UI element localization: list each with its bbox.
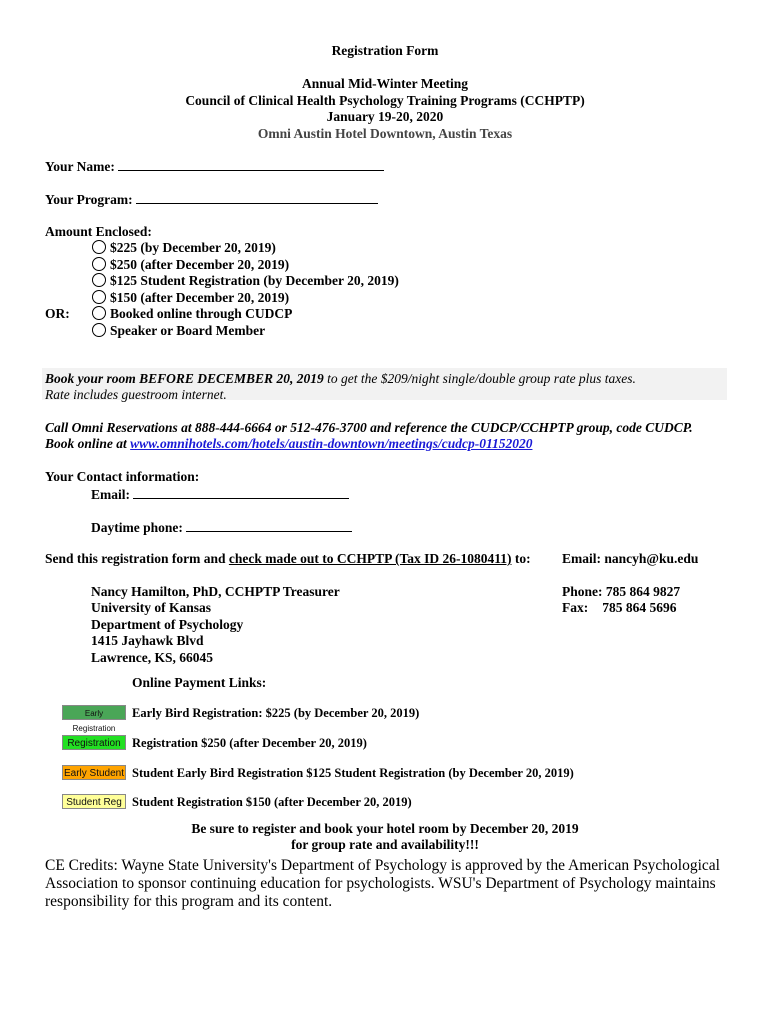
fax-label: Fax:: [562, 600, 589, 615]
email-label: Email:: [91, 487, 130, 502]
amount-option-label: Booked online through CUDCP: [110, 306, 293, 321]
name-field: [45, 158, 384, 175]
early-registration-button[interactable]: Early Registration: [62, 705, 126, 720]
ce-credits: CE Credits: Wayne State University's Department of Psychology is approved by the American Psychological Association to sponsor continuing education for psychologists. WSU's Department of Psychology maintains responsibility for this program and its content.: [45, 857, 720, 910]
address-line: 1415 Jayhawk Blvd: [91, 633, 204, 648]
name-label: Your Name:: [45, 159, 115, 174]
meeting-title: Annual Mid-Winter Meeting: [301, 76, 468, 91]
address-line: Lawrence, KS, 66045: [91, 650, 213, 665]
payment-heading: Online Payment Links:: [132, 675, 267, 690]
call-reservations: Call Omni Reservations at 888-444-6664 or 512-476-3700 and reference the CUDCP/CCHPTP group, code CUDCP.: [45, 420, 693, 435]
payment-link-text: Student Registration $150 (after December 20, 2019): [132, 795, 412, 809]
address-line: Nancy Hamilton, PhD, CCHPTP Treasurer: [91, 584, 340, 599]
email-field: [91, 486, 349, 503]
book-online-line: [45, 436, 532, 452]
payment-link-text: Early Bird Registration: $225 (by December 20, 2019): [132, 706, 420, 720]
student-reg-button[interactable]: Student Reg: [62, 794, 126, 809]
amount-option-label: $150 (after December 20, 2019): [110, 290, 290, 305]
check-payee: check made out to CCHPTP (Tax ID 26-1080411): [228, 551, 512, 566]
treasurer-email: Email: nancyh@ku.edu: [562, 551, 699, 566]
phone-field: [91, 519, 352, 536]
amount-option-label: Speaker or Board Member: [110, 323, 266, 338]
phone-label: Daytime phone:: [91, 520, 183, 535]
radio-icon[interactable]: [92, 290, 106, 304]
address-line: Department of Psychology: [91, 617, 244, 632]
amount-option-label: $125 Student Registration (by December 20, 2019): [110, 273, 399, 288]
send-suffix: to:: [511, 551, 531, 566]
hotel-book-deadline: Book your room BEFORE DECEMBER 20, 2019: [45, 371, 324, 386]
email-input-line[interactable]: [133, 486, 349, 499]
radio-icon[interactable]: [92, 240, 106, 254]
hotel-book-rate: to get the $209/night single/double group rate plus taxes.: [323, 371, 636, 386]
radio-icon[interactable]: [92, 323, 106, 337]
amount-label: Amount Enclosed:: [45, 224, 152, 239]
amount-option-225[interactable]: [92, 240, 276, 256]
program-label: Your Program:: [45, 192, 133, 207]
program-field: [45, 191, 378, 208]
amount-option-label: $250 (after December 20, 2019): [110, 257, 290, 272]
reminder-line-1: Be sure to register and book your hotel room by December 20, 2019: [191, 821, 579, 836]
amount-option-label: $225 (by December 20, 2019): [110, 240, 276, 255]
amount-option-cudcp[interactable]: [92, 306, 292, 322]
send-instructions: [45, 551, 531, 567]
reminder-line-2: for group rate and availability!!!: [291, 837, 479, 852]
or-label: OR:: [45, 306, 70, 321]
amount-option-125-student[interactable]: [92, 273, 399, 289]
hotel-internet-note: Rate includes guestroom internet.: [45, 387, 227, 402]
address-line: University of Kansas: [91, 600, 212, 615]
payment-link-text: Registration $250 (after December 20, 2019): [132, 736, 367, 750]
radio-icon[interactable]: [92, 306, 106, 320]
early-student-button[interactable]: Early Student: [62, 765, 126, 780]
phone-input-line[interactable]: [186, 519, 352, 532]
program-input-line[interactable]: [136, 191, 378, 204]
fax-number: 785 864 5696: [602, 600, 677, 615]
radio-icon[interactable]: [92, 273, 106, 287]
hotel-booking-link[interactable]: www.omnihotels.com/hotels/austin-downtown/meetings/cudcp-01152020: [130, 436, 533, 451]
amount-option-150[interactable]: [92, 290, 289, 306]
form-title: Registration Form: [331, 43, 439, 58]
meeting-venue: Omni Austin Hotel Downtown, Austin Texas: [257, 126, 513, 141]
radio-icon[interactable]: [92, 257, 106, 271]
registration-button[interactable]: Registration: [62, 735, 126, 750]
book-online-label: Book online at: [45, 436, 131, 451]
amount-option-speaker[interactable]: [92, 323, 265, 339]
payment-link-text: Student Early Bird Registration $125 Student Registration (by December 20, 2019): [132, 766, 574, 780]
treasurer-fax: [562, 600, 677, 616]
meeting-dates: January 19-20, 2020: [326, 109, 444, 124]
send-prefix: Send this registration form and: [45, 551, 229, 566]
name-input-line[interactable]: [118, 158, 384, 171]
amount-option-250[interactable]: [92, 257, 289, 273]
treasurer-phone: Phone: 785 864 9827: [562, 584, 681, 599]
hotel-book-note: [45, 371, 636, 387]
organization-name: Council of Clinical Health Psychology Training Programs (CCHPTP): [185, 93, 585, 108]
contact-label: Your Contact information:: [45, 469, 200, 484]
